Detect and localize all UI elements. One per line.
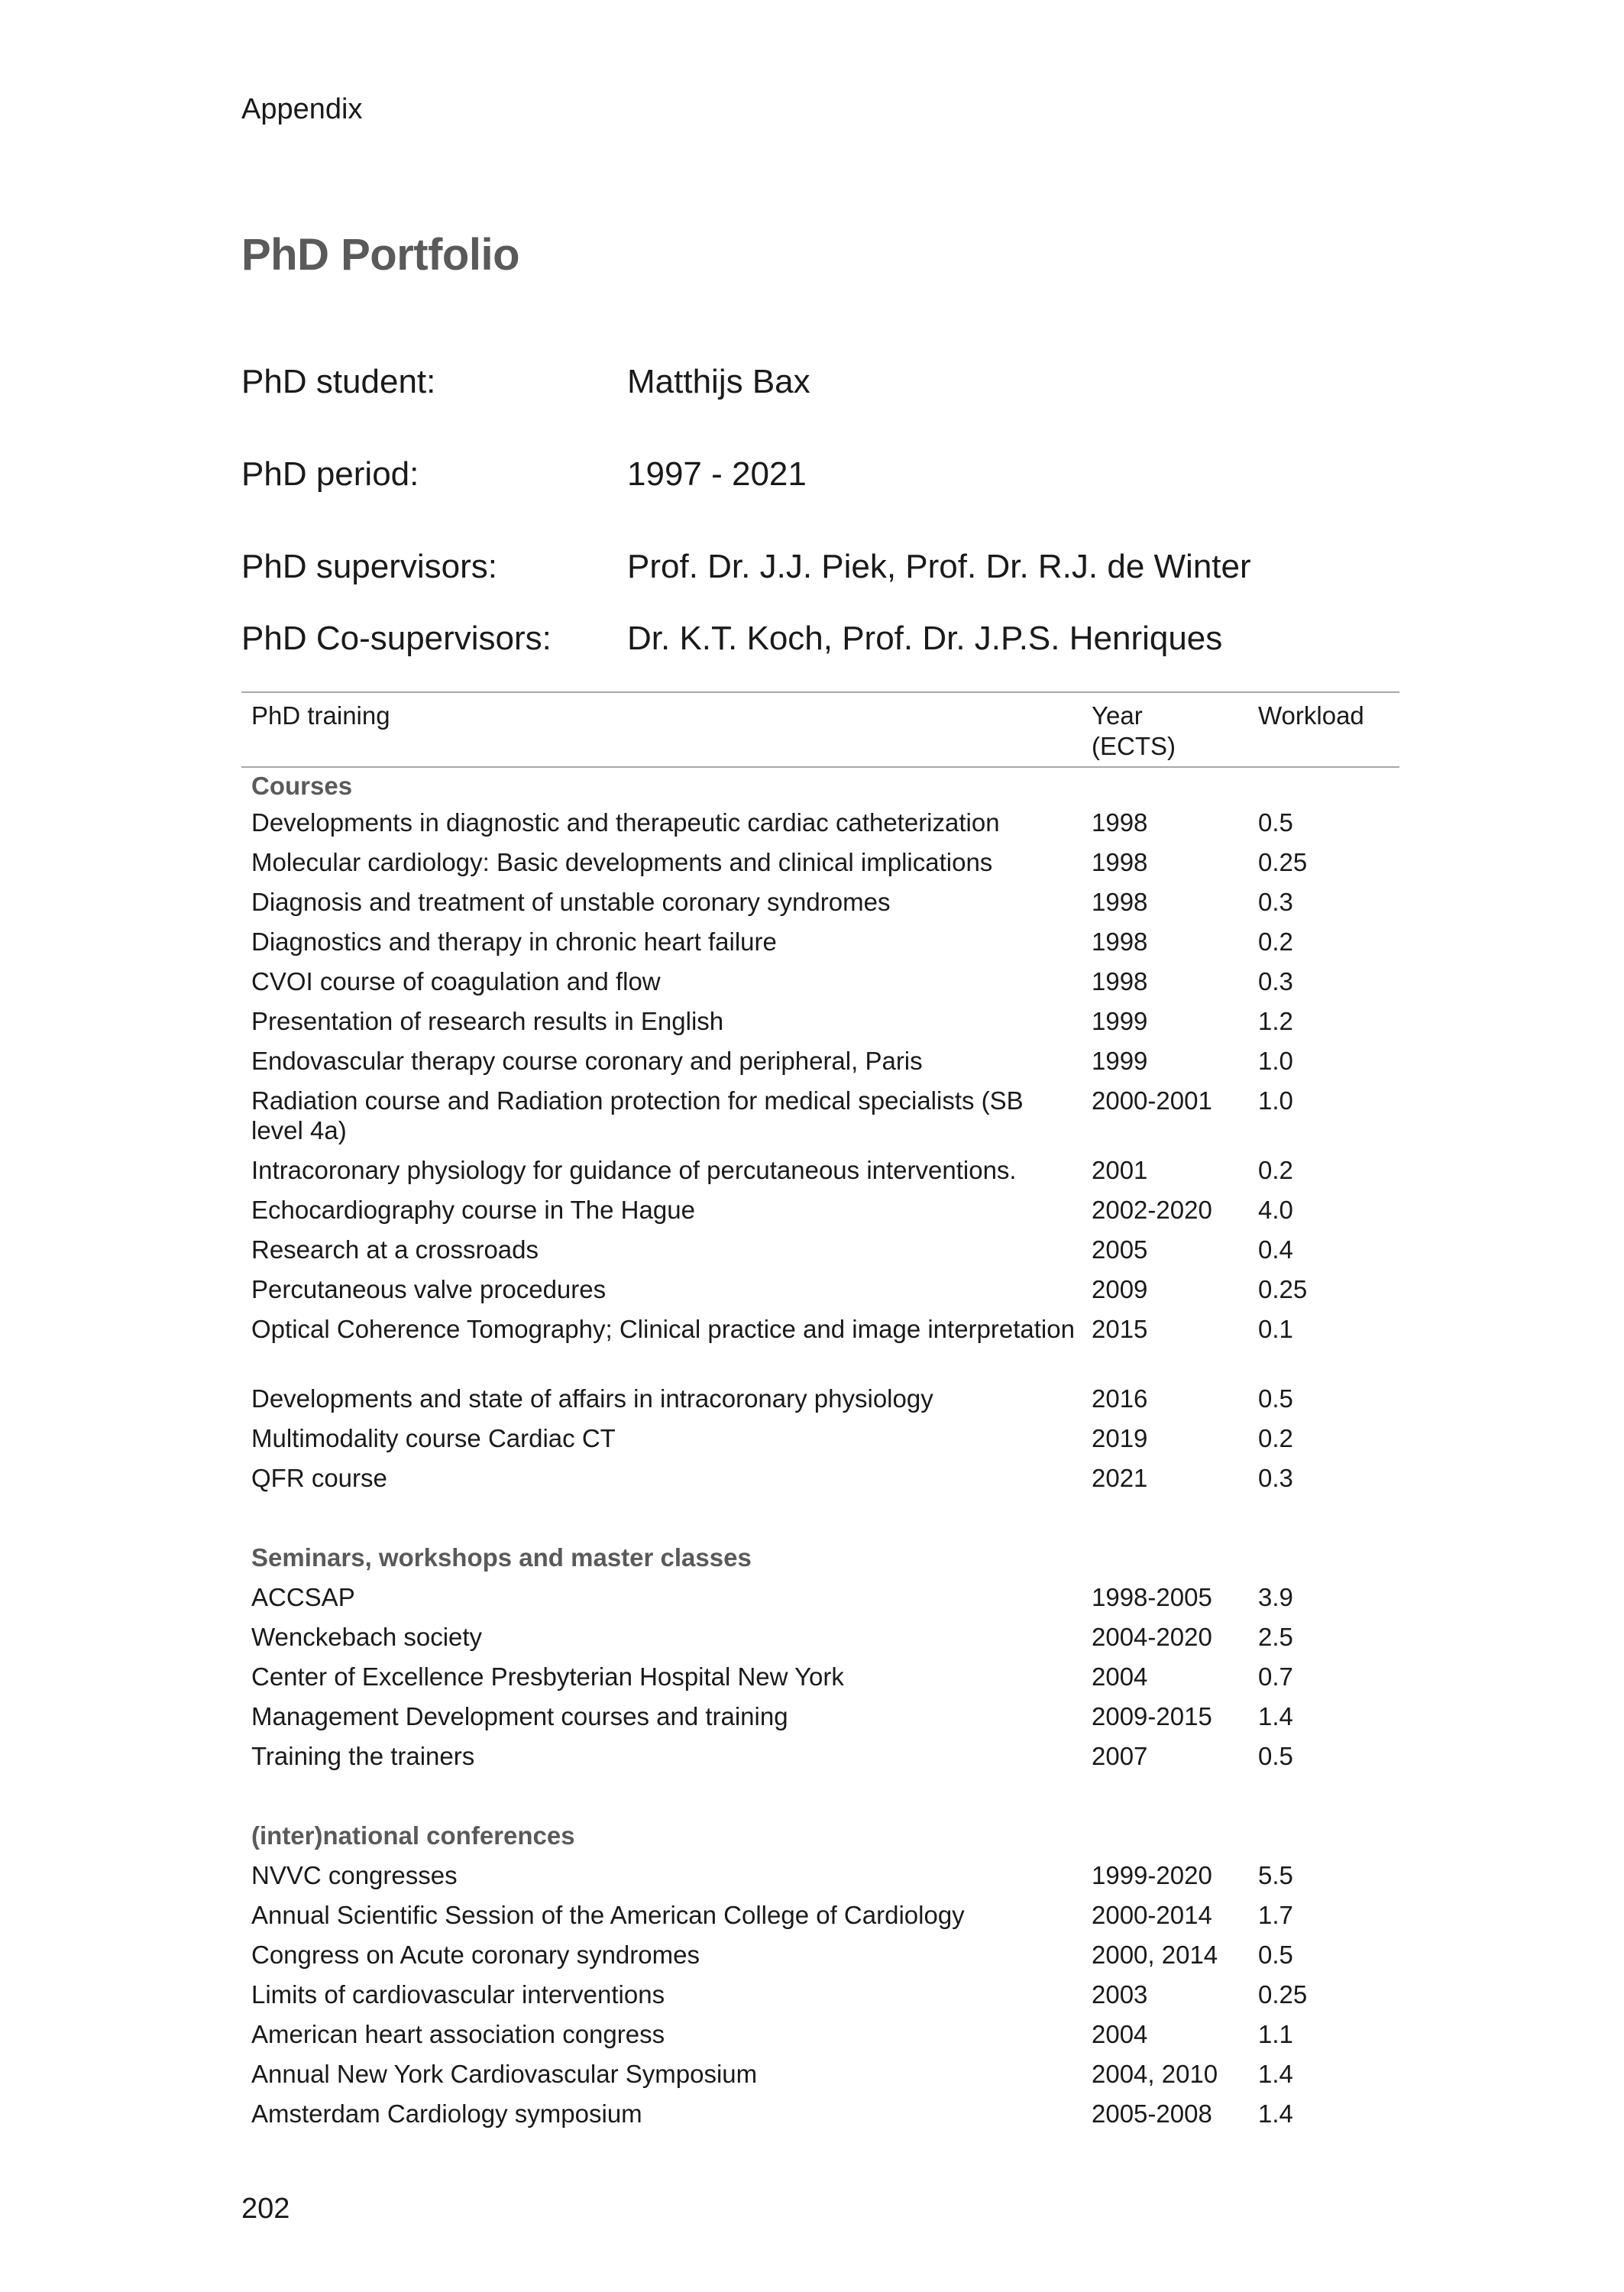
section-spacer [241,1503,1399,1543]
cell-year: 2009 [1092,1275,1148,1303]
cell-year: 2002-2020 [1092,1196,1212,1224]
table-row [241,1006,1399,1046]
cell-year: 2001 [1092,1156,1148,1184]
cell-year: 1999 [1092,1047,1148,1075]
table-row [241,1423,1399,1463]
cell-year: 2021 [1092,1464,1148,1492]
section-heading: Courses [251,772,353,800]
cell-workload: 0.5 [1258,808,1293,837]
cell-name: Molecular cardiology: Basic developments and clinical implications [251,848,993,876]
table-row [241,887,1399,927]
running-header: Appendix [241,93,363,125]
cell-name: Congress on Acute coronary syndromes [251,1941,700,1969]
cell-name: Limits of cardiovascular interventions [251,1980,665,2009]
cell-name: NVVC congresses [251,1861,458,1889]
cell-year: 2015 [1092,1315,1148,1343]
table-row [241,1860,1399,1900]
cell-year: 1998 [1092,808,1148,837]
cell-workload: 0.5 [1258,1742,1293,1770]
section-heading: Seminars, workshops and master classes [251,1543,752,1572]
column-header-training: PhD training [241,692,1082,767]
table-row [241,1384,1399,1423]
cell-workload: 0.2 [1258,1424,1293,1452]
section-heading-row [241,1543,1399,1582]
cell-workload: 1.1 [1258,2020,1293,2048]
cell-year: 2016 [1092,1384,1148,1413]
table-row [241,1463,1399,1503]
cell-year: 2004 [1092,2020,1148,2048]
section-heading-row [241,1821,1399,1860]
info-label: PhD student: [241,363,436,400]
cell-name: Optical Coherence Tomography; Clinical practice and image interpretation [251,1315,1075,1343]
cell-name: Developments and state of affairs in intracoronary physiology [251,1384,933,1413]
table-row [241,1701,1399,1741]
spacer-cell [241,1503,1399,1543]
table-row [241,2059,1399,2099]
cell-workload: 4.0 [1258,1196,1293,1224]
cell-name: Diagnostics and therapy in chronic heart failure [251,927,777,956]
table-row [241,2099,1399,2138]
table-row [241,2019,1399,2059]
cell-workload: 1.4 [1258,2060,1293,2088]
table-row [241,1582,1399,1622]
cell-name: QFR course [251,1464,387,1492]
cell-name: Amsterdam Cardiology symposium [251,2099,642,2128]
table-row [241,1900,1399,1940]
cell-name: Annual New York Cardiovascular Symposium [251,2060,758,2088]
table-row [241,1940,1399,1980]
cell-name: Training the trainers [251,1742,475,1770]
info-value: 1997 - 2021 [627,455,807,493]
page-title: PhD Portfolio [241,230,520,280]
cell-workload: 0.2 [1258,1156,1293,1184]
table-row [241,1274,1399,1314]
table-row [241,1195,1399,1235]
cell-year: 1998 [1092,848,1148,876]
cell-name: Intracoronary physiology for guidance of percutaneous interventions. [251,1156,1017,1184]
cell-year: 2004, 2010 [1092,2060,1218,2088]
cell-workload: 0.5 [1258,1384,1293,1413]
cell-year: 2000, 2014 [1092,1941,1218,1969]
cell-workload: 3.9 [1258,1583,1293,1611]
cell-year: 1998-2005 [1092,1583,1212,1611]
info-label: PhD Co-supervisors: [241,620,552,657]
cell-name: Developments in diagnostic and therapeutic cardiac catheterization [251,808,1000,837]
cell-workload: 1.7 [1258,1901,1293,1929]
cell-name: Wenckebach society [251,1623,483,1651]
page-number: 202 [241,2193,290,2225]
cell-workload: 0.25 [1258,848,1308,876]
info-value: Matthijs Bax [627,363,810,400]
cell-name: Percutaneous valve procedures [251,1275,607,1303]
table-row [241,966,1399,1006]
cell-name: ACCSAP [251,1583,355,1611]
cell-name: Echocardiography course in The Hague [251,1196,695,1224]
table-row [241,1980,1399,2019]
cell-workload: 1.0 [1258,1047,1293,1075]
table-row [241,927,1399,966]
cell-year: 1999-2020 [1092,1861,1212,1889]
cell-name: Management Development courses and training [251,1702,788,1730]
cell-workload: 0.7 [1258,1662,1293,1691]
table-row [241,1235,1399,1274]
cell-name: CVOI course of coagulation and flow [251,967,661,995]
cell-year: 2004 [1092,1662,1148,1691]
cell-workload: 2.5 [1258,1623,1293,1651]
cell-name: Diagnosis and treatment of unstable coronary syndromes [251,888,891,916]
table-row [241,1046,1399,1086]
cell-year: 2003 [1092,1980,1148,2009]
cell-name: Endovascular therapy course coronary and peripheral, Paris [251,1047,923,1075]
phd-training-table [241,691,1399,2138]
cell-name: American heart association congress [251,2020,665,2048]
cell-name: Research at a crossroads [251,1235,539,1264]
table-body [241,767,1399,2138]
cell-year: 1998 [1092,888,1148,916]
table-row [241,1741,1399,1781]
cell-workload: 0.25 [1258,1275,1308,1303]
cell-name: Presentation of research results in English [251,1007,724,1035]
cell-year: 2000-2014 [1092,1901,1212,1929]
cell-workload: 1.4 [1258,1702,1293,1730]
table-row [241,1086,1399,1155]
cell-year: 1999 [1092,1007,1148,1035]
cell-year: 2009-2015 [1092,1702,1212,1730]
table-row [241,808,1399,847]
cell-year: 2007 [1092,1742,1148,1770]
spacer-cell [241,1781,1399,1821]
cell-workload: 0.2 [1258,927,1293,956]
cell-workload: 0.3 [1258,888,1293,916]
column-header-year: Year (ECTS) [1082,692,1248,767]
info-label: PhD supervisors: [241,548,498,585]
cell-workload: 0.3 [1258,1464,1293,1492]
cell-year: 2005 [1092,1235,1148,1264]
cell-name: Multimodality course Cardiac CT [251,1424,616,1452]
cell-year: 2004-2020 [1092,1623,1212,1651]
cell-year: 2000-2001 [1092,1086,1212,1115]
table-header-row [241,692,1399,767]
cell-workload: 0.3 [1258,967,1293,995]
cell-workload: 1.2 [1258,1007,1293,1035]
cell-year: 1998 [1092,927,1148,956]
cell-workload: 0.5 [1258,1941,1293,1969]
info-value: Dr. K.T. Koch, Prof. Dr. J.P.S. Henriques [627,620,1223,657]
cell-year: 2005-2008 [1092,2099,1212,2128]
cell-workload: 0.4 [1258,1235,1293,1264]
cell-workload: 1.4 [1258,2099,1293,2128]
cell-workload: 1.0 [1258,1086,1293,1115]
info-label: PhD period: [241,455,419,493]
cell-workload: 0.25 [1258,1980,1308,2009]
table-row [241,1662,1399,1701]
section-heading: (inter)national conferences [251,1821,575,1850]
table-row [241,1622,1399,1662]
table-row [241,1314,1399,1384]
cell-name: Center of Excellence Presbyterian Hospital New York [251,1662,844,1691]
cell-year: 2019 [1092,1424,1148,1452]
table-row [241,1155,1399,1195]
cell-year: 1998 [1092,967,1148,995]
section-spacer [241,1781,1399,1821]
cell-workload: 0.1 [1258,1315,1293,1343]
table-row [241,847,1399,887]
cell-name: Radiation course and Radiation protection for medical specialists (SB level 4a) [251,1086,1024,1144]
cell-workload: 5.5 [1258,1861,1293,1889]
cell-name: Annual Scientific Session of the American College of Cardiology [251,1901,965,1929]
section-heading-row [241,767,1399,808]
info-value: Prof. Dr. J.J. Piek, Prof. Dr. R.J. de Winter [627,548,1251,585]
column-header-workload: Workload [1248,692,1399,767]
